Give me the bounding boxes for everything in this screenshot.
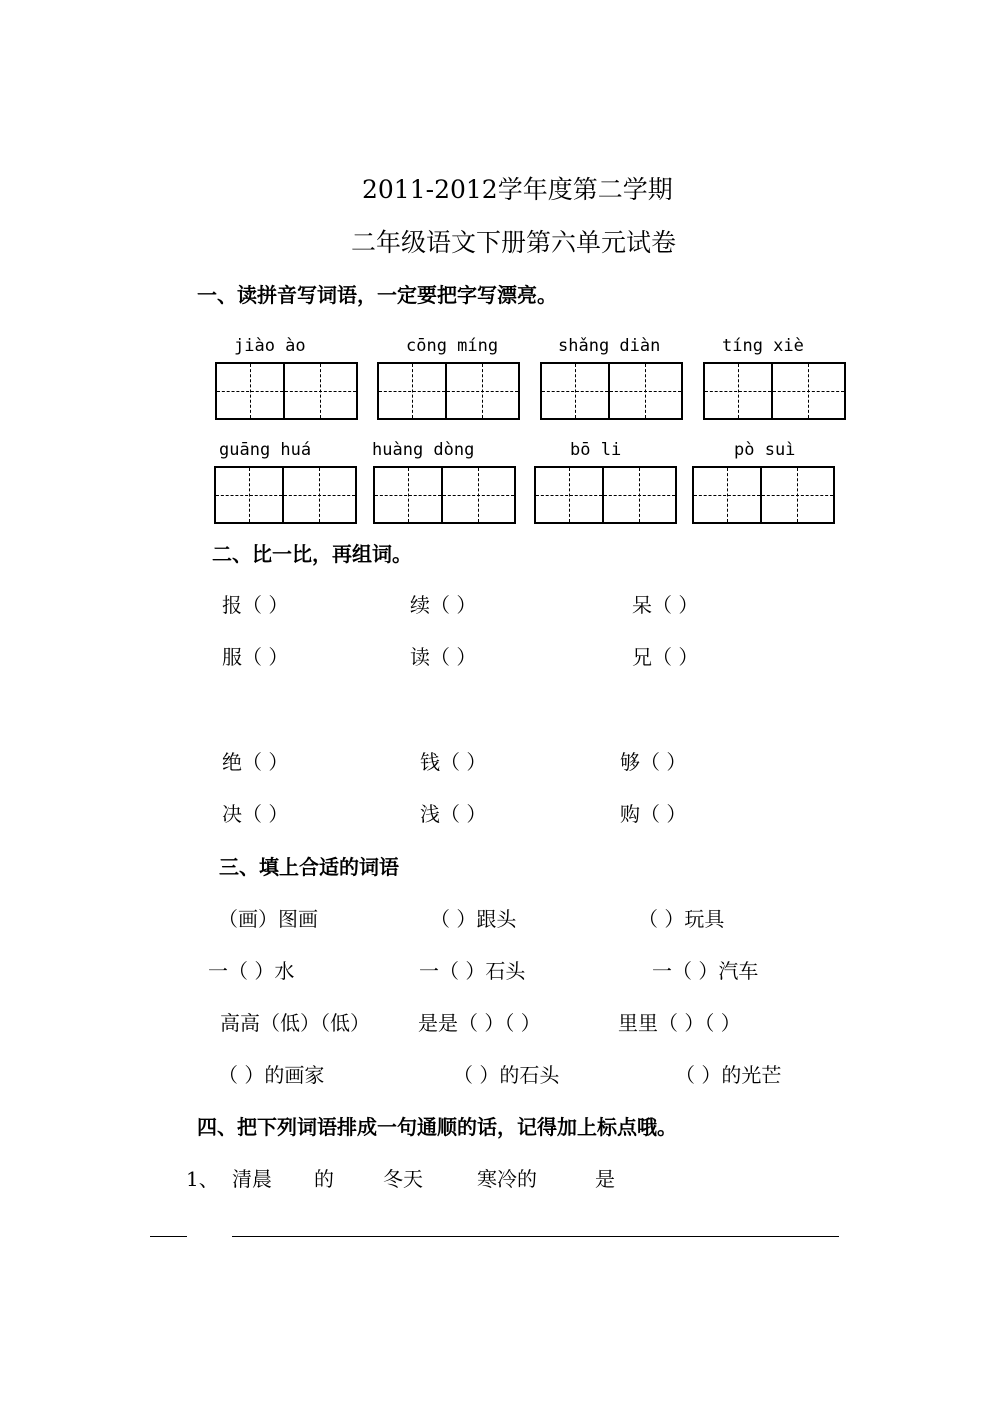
writing-cell[interactable]	[377, 362, 447, 420]
writing-grid[interactable]	[214, 466, 357, 524]
writing-cell[interactable]	[373, 466, 443, 524]
word-blank[interactable]: 呆（ ）	[632, 593, 699, 617]
word-blank[interactable]: 读（ ）	[410, 645, 477, 669]
pinyin-label: shǎng diàn	[558, 336, 661, 356]
writing-grid[interactable]	[540, 362, 683, 420]
writing-cell[interactable]	[540, 362, 610, 420]
fill-blank[interactable]: 一（ ）汽车	[652, 959, 759, 983]
pinyin-label: tíng xiè	[722, 336, 804, 356]
section1-heading: 一、读拼音写词语，一定要把字写漂亮。	[197, 283, 557, 307]
pinyin-label: pò suì	[734, 440, 796, 460]
word-token: 寒冷的	[477, 1167, 537, 1191]
writing-cell[interactable]	[762, 466, 835, 524]
fill-blank[interactable]: 一（ ）石头	[419, 959, 526, 983]
fill-blank[interactable]: （ ）玩具	[638, 907, 725, 931]
writing-cell[interactable]	[443, 466, 516, 524]
item-number: 1、	[186, 1167, 219, 1191]
word-blank[interactable]: 续（ ）	[410, 593, 477, 617]
writing-cell[interactable]	[215, 362, 285, 420]
writing-grid[interactable]	[215, 362, 358, 420]
writing-grid[interactable]	[534, 466, 677, 524]
writing-grid[interactable]	[373, 466, 516, 524]
section2-heading: 二、比一比，再组词。	[212, 542, 412, 566]
pinyin-label: guāng huá	[219, 440, 312, 460]
word-token: 的	[314, 1167, 334, 1191]
word-blank[interactable]: 够（ ）	[620, 750, 687, 774]
writing-cell[interactable]	[773, 362, 846, 420]
word-token: 清晨	[232, 1167, 272, 1191]
word-blank[interactable]: 服（ ）	[222, 645, 289, 669]
answer-line[interactable]	[150, 1236, 187, 1237]
word-blank[interactable]: 浅（ ）	[420, 802, 487, 826]
fill-blank[interactable]: （ ）的光芒	[675, 1063, 782, 1087]
fill-blank[interactable]: 里里（ ）（ ）	[618, 1011, 741, 1035]
writing-cell[interactable]	[284, 466, 357, 524]
writing-cell[interactable]	[447, 362, 520, 420]
exam-title-line2: 二年级语文下册第六单元试卷	[351, 228, 677, 257]
word-blank[interactable]: 绝（ ）	[222, 750, 289, 774]
fill-blank[interactable]: 是是（ ）（ ）	[418, 1011, 541, 1035]
word-token: 冬天	[383, 1167, 423, 1191]
pinyin-label: bō li	[570, 440, 622, 460]
word-blank[interactable]: 购（ ）	[620, 802, 687, 826]
writing-grid[interactable]	[703, 362, 846, 420]
word-blank[interactable]: 钱（ ）	[420, 750, 487, 774]
fill-blank[interactable]: （ ）跟头	[430, 907, 517, 931]
fill-blank[interactable]: （ ）的画家	[218, 1063, 325, 1087]
answer-line[interactable]	[232, 1236, 839, 1237]
word-blank[interactable]: 报（ ）	[222, 593, 289, 617]
fill-blank[interactable]: 一（ ）水	[208, 959, 295, 983]
section4-heading: 四、把下列词语排成一句通顺的话，记得加上标点哦。	[197, 1115, 677, 1139]
word-blank[interactable]: 决（ ）	[222, 802, 289, 826]
pinyin-label: cōng míng	[406, 336, 499, 356]
fill-blank[interactable]: （ ）的石头	[453, 1063, 560, 1087]
writing-cell[interactable]	[692, 466, 762, 524]
word-blank[interactable]: 兄（ ）	[632, 645, 699, 669]
writing-cell[interactable]	[610, 362, 683, 420]
word-token: 是	[595, 1167, 615, 1191]
pinyin-label: huàng dòng	[372, 440, 475, 460]
fill-blank: 高高（低）（低）	[220, 1011, 370, 1035]
writing-cell[interactable]	[285, 362, 358, 420]
writing-cell[interactable]	[534, 466, 604, 524]
writing-cell[interactable]	[703, 362, 773, 420]
pinyin-label: jiào ào	[234, 336, 306, 356]
exam-title-line1: 2011-2012学年度第二学期	[362, 175, 673, 204]
writing-grid[interactable]	[692, 466, 835, 524]
writing-grid[interactable]	[377, 362, 520, 420]
fill-blank: （画）图画	[218, 907, 318, 931]
writing-cell[interactable]	[604, 466, 677, 524]
writing-cell[interactable]	[214, 466, 284, 524]
section3-heading: 三、填上合适的词语	[219, 855, 399, 879]
